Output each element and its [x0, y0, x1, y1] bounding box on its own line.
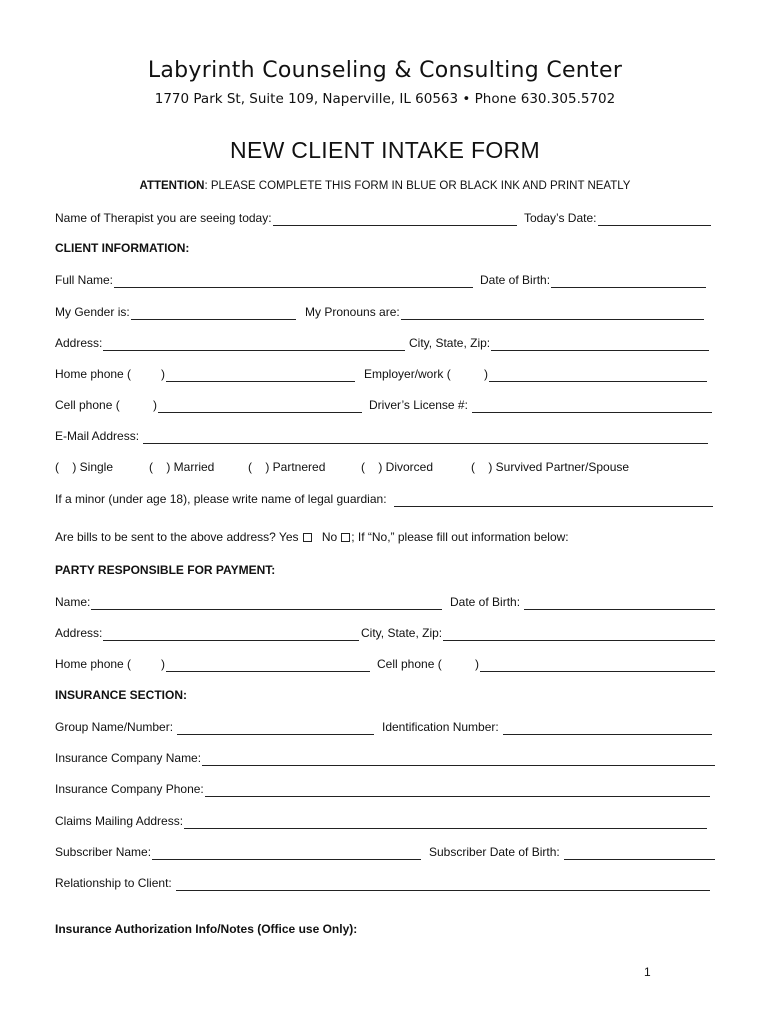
- payer-dob-input[interactable]: [524, 598, 715, 610]
- therapist-input[interactable]: [273, 214, 517, 226]
- payer-city-input[interactable]: [443, 629, 715, 641]
- payer-cell-phone-field[interactable]: [377, 656, 715, 672]
- full-name-row: [55, 272, 717, 290]
- payer-home-phone-label: Home phone ( ): [55, 657, 166, 671]
- payment-heading: PARTY RESPONSIBLE FOR PAYMENT:: [55, 563, 276, 577]
- cell-phone-field[interactable]: [55, 397, 362, 413]
- address-input[interactable]: [103, 339, 405, 351]
- bills-followup: ; If “No,” please fill out information below:: [351, 530, 569, 544]
- dob-field[interactable]: [480, 272, 706, 288]
- attention-label: ATTENTION: [139, 180, 205, 192]
- form-title: NEW CLIENT INTAKE FORM: [230, 137, 540, 163]
- payer-cell-phone-label: Cell phone ( ): [377, 657, 480, 671]
- payer-address-input[interactable]: [103, 629, 359, 641]
- bills-no-label: No: [321, 530, 338, 544]
- org-name: Labyrinth Counseling & Consulting Center: [147, 58, 623, 83]
- payer-name-row: [55, 594, 717, 612]
- payer-city-label: City, State, Zip:: [361, 626, 443, 640]
- today-date-input[interactable]: [598, 214, 712, 226]
- today-date-label: Today’s Date:: [524, 211, 597, 225]
- city-state-zip-label: City, State, Zip:: [409, 336, 491, 350]
- drivers-license-label: Driver’s License #:: [369, 398, 472, 412]
- identification-number-input[interactable]: [503, 723, 712, 735]
- guardian-input[interactable]: [394, 495, 713, 507]
- insurance-company-row: [55, 750, 717, 768]
- gender-field[interactable]: [55, 304, 296, 320]
- org-address: 1770 Park St, Suite 109, Naperville, IL 60563 • Phone 630.305.5702: [154, 91, 616, 107]
- bills-question: Are bills to be sent to the above address? Yes: [55, 530, 299, 544]
- city-state-zip-input[interactable]: [491, 339, 709, 351]
- address-row: [55, 335, 717, 353]
- pronouns-field[interactable]: [305, 304, 704, 320]
- subscriber-name-input[interactable]: [152, 848, 421, 860]
- home-phone-row: [55, 366, 717, 384]
- client-info-heading: CLIENT INFORMATION:: [55, 241, 190, 255]
- pronouns-label: My Pronouns are:: [305, 305, 400, 319]
- claims-address-field[interactable]: [55, 813, 707, 829]
- identification-number-label: Identification Number:: [382, 720, 503, 734]
- group-number-field[interactable]: [55, 719, 374, 735]
- payer-city-field[interactable]: [361, 625, 715, 641]
- bills-no-checkbox[interactable]: [341, 533, 350, 542]
- status-partnered-option[interactable]: ( ) Partnered: [248, 460, 326, 474]
- home-phone-input[interactable]: [166, 370, 355, 382]
- insurance-phone-row: [55, 781, 717, 799]
- full-name-input[interactable]: [114, 276, 473, 288]
- relationship-label: Relationship to Client:: [55, 876, 176, 890]
- pronouns-input[interactable]: [401, 308, 704, 320]
- subscriber-name-field[interactable]: [55, 844, 421, 860]
- payer-name-label: Name:: [55, 595, 91, 609]
- cell-phone-label: Cell phone ( ): [55, 398, 158, 412]
- guardian-row: [55, 491, 717, 509]
- insurance-phone-field[interactable]: [55, 781, 710, 797]
- page-number: 1: [644, 965, 651, 979]
- subscriber-row: [55, 844, 717, 862]
- subscriber-dob-input[interactable]: [564, 848, 715, 860]
- drivers-license-field[interactable]: [369, 397, 712, 413]
- attention-text: : PLEASE COMPLETE THIS FORM IN BLUE OR BLACK INK AND PRINT NEATLY: [204, 180, 631, 192]
- dob-label: Date of Birth:: [480, 273, 551, 287]
- full-name-label: Full Name:: [55, 273, 114, 287]
- insurance-phone-label: Insurance Company Phone:: [55, 782, 204, 796]
- home-phone-field[interactable]: [55, 366, 355, 382]
- gender-row: [55, 304, 717, 322]
- email-row: [55, 428, 717, 446]
- group-number-label: Group Name/Number:: [55, 720, 177, 734]
- status-divorced-option[interactable]: ( ) Divorced: [361, 460, 434, 474]
- status-single-option[interactable]: ( ) Single: [55, 460, 114, 474]
- guardian-field[interactable]: [55, 491, 713, 507]
- drivers-license-input[interactable]: [472, 401, 712, 413]
- office-use-heading: Insurance Authorization Info/Notes (Office use Only):: [55, 922, 358, 936]
- payer-name-field[interactable]: [55, 594, 442, 610]
- email-field[interactable]: [55, 428, 708, 444]
- guardian-label: If a minor (under age 18), please write name of legal guardian:: [55, 492, 394, 506]
- employer-phone-label: Employer/work ( ): [364, 367, 489, 381]
- today-date-field[interactable]: [524, 210, 711, 226]
- email-label: E-Mail Address:: [55, 429, 143, 443]
- dob-input[interactable]: [551, 276, 706, 288]
- group-number-input[interactable]: [177, 723, 374, 735]
- claims-address-row: [55, 813, 717, 831]
- relationship-field[interactable]: [55, 875, 710, 891]
- payer-phone-row: [55, 656, 717, 674]
- group-row: [55, 719, 717, 737]
- address-field[interactable]: [55, 335, 405, 351]
- insurance-company-field[interactable]: [55, 750, 715, 766]
- payer-name-input[interactable]: [91, 598, 442, 610]
- status-married-option[interactable]: ( ) Married: [149, 460, 215, 474]
- payer-dob-label: Date of Birth:: [450, 595, 524, 609]
- bills-yes-checkbox[interactable]: [303, 533, 312, 542]
- relationship-row: [55, 875, 717, 893]
- relationship-input[interactable]: [176, 879, 710, 891]
- payer-address-label: Address:: [55, 626, 103, 640]
- status-survived-partner-option[interactable]: ( ) Survived Partner/Spouse: [471, 460, 630, 474]
- claims-address-label: Claims Mailing Address:: [55, 814, 184, 828]
- home-phone-label: Home phone ( ): [55, 367, 166, 381]
- email-input[interactable]: [143, 432, 708, 444]
- insurance-company-label: Insurance Company Name:: [55, 751, 202, 765]
- identification-number-field[interactable]: [382, 719, 712, 735]
- insurance-phone-input[interactable]: [205, 785, 710, 797]
- payer-dob-field[interactable]: [450, 594, 715, 610]
- insurance-company-input[interactable]: [202, 754, 715, 766]
- full-name-field[interactable]: [55, 272, 473, 288]
- therapist-field[interactable]: [55, 210, 517, 226]
- payer-cell-phone-input[interactable]: [480, 660, 715, 672]
- cell-phone-row: [55, 397, 717, 415]
- insurance-heading: INSURANCE SECTION:: [55, 688, 188, 702]
- therapist-label: Name of Therapist you are seeing today:: [55, 211, 272, 225]
- address-label: Address:: [55, 336, 103, 350]
- payer-address-field[interactable]: [55, 625, 359, 641]
- claims-address-input[interactable]: [184, 817, 707, 829]
- city-state-zip-field[interactable]: [409, 335, 709, 351]
- employer-phone-input[interactable]: [489, 370, 707, 382]
- cell-phone-input[interactable]: [158, 401, 362, 413]
- subscriber-dob-label: Subscriber Date of Birth:: [429, 845, 564, 859]
- employer-phone-field[interactable]: [364, 366, 707, 382]
- gender-input[interactable]: [131, 308, 296, 320]
- therapist-row: [55, 210, 717, 228]
- payer-home-phone-input[interactable]: [166, 660, 370, 672]
- subscriber-dob-field[interactable]: [429, 844, 715, 860]
- subscriber-name-label: Subscriber Name:: [55, 845, 152, 859]
- payer-home-phone-field[interactable]: [55, 656, 370, 672]
- gender-label: My Gender is:: [55, 305, 130, 319]
- bills-row: [55, 530, 717, 548]
- attention-notice: [0, 180, 770, 192]
- payer-address-row: [55, 625, 717, 643]
